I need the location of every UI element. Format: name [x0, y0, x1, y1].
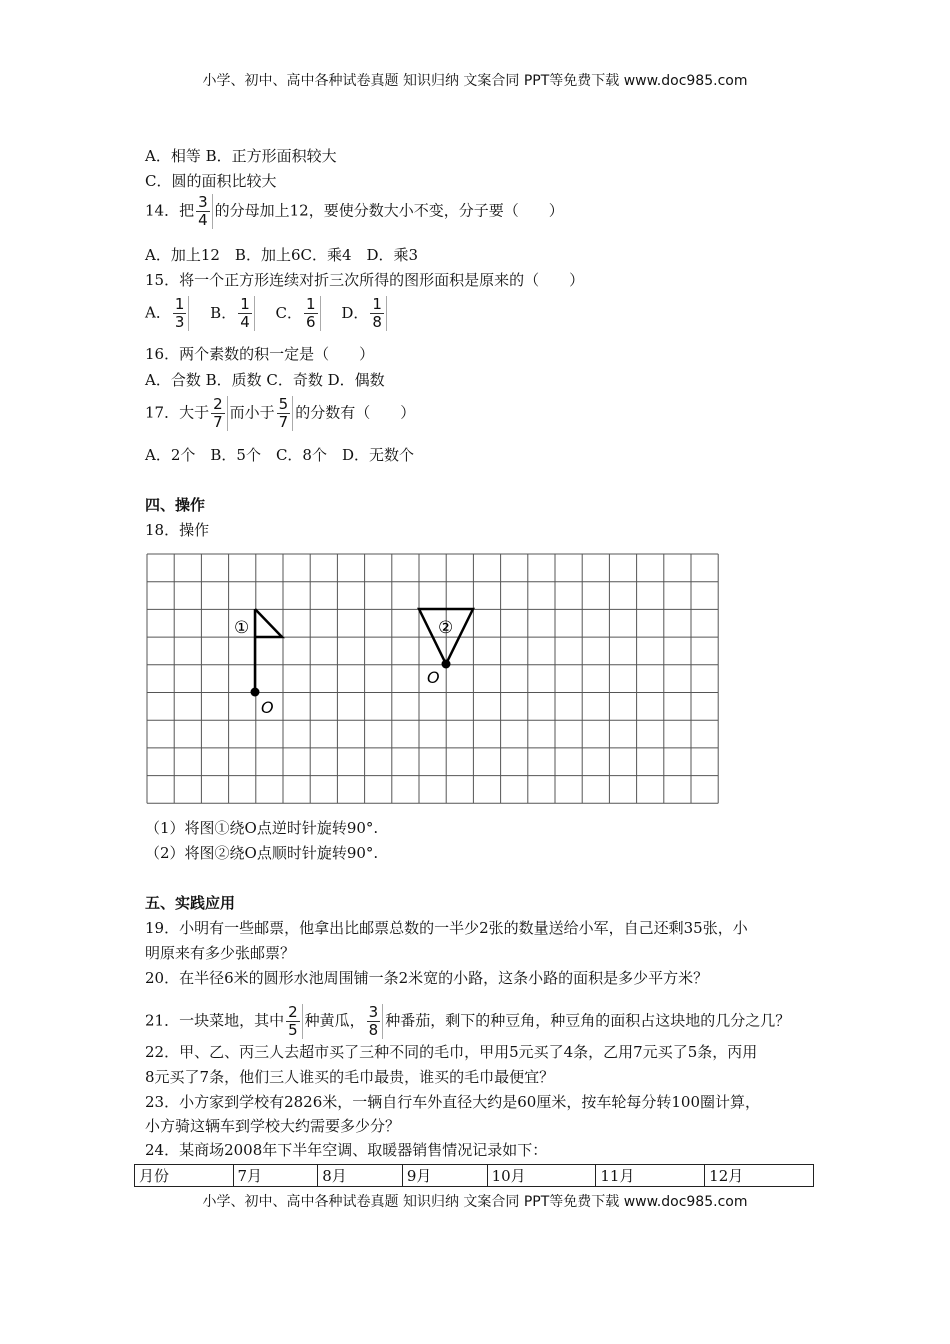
- denominator: 4: [198, 211, 208, 229]
- question-18: 18．操作: [145, 521, 210, 539]
- q17-mid: 而小于: [229, 403, 275, 422]
- numerator: 3: [198, 193, 208, 211]
- instruction-2: （2）将图②绕O点顺时针旋转90°.: [145, 844, 379, 862]
- fraction: [277, 396, 294, 431]
- question-14: [145, 194, 564, 229]
- table-row: [135, 1165, 814, 1187]
- denominator: 7: [278, 413, 289, 431]
- question-19: 19．小明有一些邮票，他拿出比邮票总数的一半少2张的数量送给小军，自己还剩35张，小: [145, 919, 748, 937]
- q21-mid: 种黄瓜，: [304, 1011, 365, 1030]
- q15-options: [145, 296, 389, 331]
- table-cell: 月份: [135, 1165, 234, 1187]
- fraction: [173, 296, 190, 331]
- rotation-grid: [146, 553, 720, 805]
- numerator: 2: [288, 1003, 298, 1021]
- q17-post: 的分数有（ ）: [295, 403, 416, 422]
- denominator: 5: [288, 1021, 298, 1039]
- question-16: 16．两个素数的积一定是（ ）: [145, 345, 375, 363]
- question-23: 23．小方家到学校有2826米，一辆自行车外直径大约是60厘米，按车轮每分转100圈计算，: [145, 1093, 760, 1111]
- numerator: 1: [372, 295, 382, 313]
- numerator: 5: [278, 395, 289, 413]
- denominator: 6: [306, 313, 316, 331]
- denominator: 7: [213, 413, 223, 431]
- numerator: 1: [174, 295, 185, 313]
- section-4-title: 四、操作: [145, 496, 206, 514]
- q17-options: A．2个 B．5个 C．8个 D．无数个: [145, 446, 414, 464]
- q14-pre: 14．把: [145, 201, 195, 220]
- opt-label: C．: [275, 303, 303, 322]
- section-5-title: 五、实践应用: [145, 894, 236, 912]
- q17-pre: 17．大于: [145, 403, 210, 422]
- opt-label: B．: [210, 303, 237, 322]
- instruction-1: （1）将图①绕O点逆时针旋转90°.: [145, 819, 379, 837]
- question-17: [145, 396, 415, 431]
- point-o-2: [442, 660, 451, 669]
- fraction: [304, 296, 321, 331]
- numerator: 2: [213, 395, 223, 413]
- question-20: 20．在半径6米的圆形水池周围铺一条2米宽的小路，这条小路的面积是多少平方米？: [145, 969, 709, 987]
- figure-1-flag: [255, 609, 282, 692]
- opt-label: A．: [145, 303, 171, 322]
- q14-options: A．加上12 B．加上6C．乘4 D．乘3: [145, 246, 419, 264]
- question-19-cont: 明原来有多少张邮票？: [145, 944, 296, 962]
- table-cell: 12月: [705, 1165, 814, 1187]
- q14-post: 的分母加上12，要使分数大小不变，分子要（ ）: [214, 201, 564, 220]
- figure-1-label: ①: [234, 618, 250, 638]
- fraction: [367, 1004, 384, 1039]
- numerator: 1: [240, 295, 250, 313]
- q13-options-2: C．圆的面积比较大: [145, 172, 277, 190]
- numerator: 1: [306, 295, 316, 313]
- numerator: 3: [368, 1003, 379, 1021]
- q21-post: 种番茄，剩下的种豆角，种豆角的面积占这块地的几分之几？: [385, 1011, 791, 1030]
- table-cell: 11月: [596, 1165, 705, 1187]
- denominator: 3: [174, 313, 185, 331]
- question-22-cont: 8元买了7条，他们三人谁买的毛巾最贵，谁买的毛巾最便宜？: [145, 1068, 555, 1086]
- q13-options-1: A．相等 B．正方形面积较大: [145, 147, 337, 165]
- fraction: [211, 396, 228, 431]
- question-24: 24．某商场2008年下半年空调、取暖器销售情况记录如下：: [145, 1141, 548, 1159]
- point-o-label-2: O: [427, 668, 440, 687]
- fraction: [238, 296, 255, 331]
- question-23-cont: 小方骑这辆车到学校大约需要多少分？: [145, 1117, 401, 1135]
- denominator: 8: [372, 313, 382, 331]
- fraction: [370, 296, 387, 331]
- table-cell: 7月: [233, 1165, 318, 1187]
- table-cell: 8月: [318, 1165, 403, 1187]
- table-cell: 9月: [402, 1165, 487, 1187]
- q21-pre: 21．一块菜地，其中: [145, 1011, 285, 1030]
- denominator: 4: [240, 313, 250, 331]
- fraction: [196, 194, 213, 229]
- page-header: 小学、初中、高中各种试卷真题 知识归纳 文案合同 PPT等免费下载 www.doc985.com: [202, 73, 748, 89]
- sales-table: [134, 1164, 814, 1187]
- table-cell: 10月: [487, 1165, 596, 1187]
- question-22: 22．甲、乙、丙三人去超市买了三种不同的毛巾，甲用5元买了4条，乙用7元买了5条，丙用: [145, 1043, 758, 1061]
- point-o-label-1: O: [261, 698, 274, 717]
- opt-label: D．: [341, 303, 369, 322]
- fraction: [286, 1004, 303, 1039]
- question-15: 15．将一个正方形连续对折三次所得的图形面积是原来的（ ）: [145, 271, 585, 289]
- page-footer: 小学、初中、高中各种试卷真题 知识归纳 文案合同 PPT等免费下载 www.doc985.com: [202, 1194, 748, 1210]
- question-21: [145, 1004, 790, 1039]
- q16-options: A．合数 B．质数 C．奇数 D．偶数: [145, 371, 385, 389]
- figure-2-label: ②: [438, 618, 454, 638]
- point-o-1: [251, 688, 260, 697]
- denominator: 8: [368, 1021, 379, 1039]
